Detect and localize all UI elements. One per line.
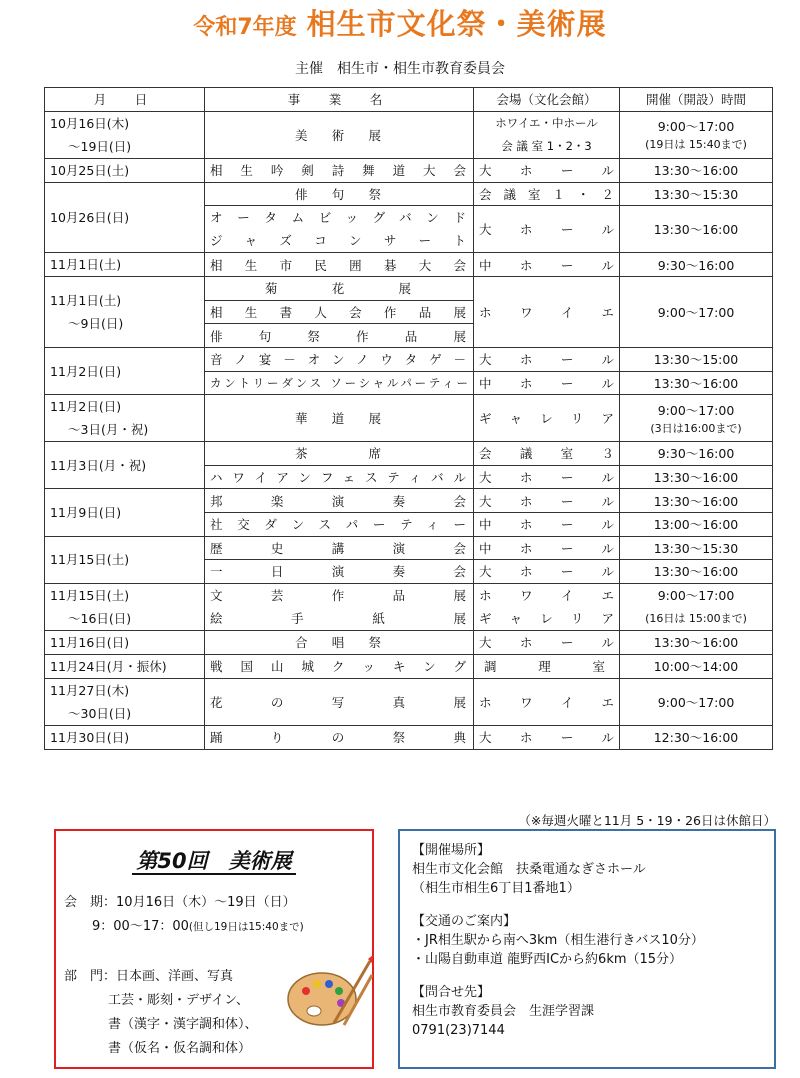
venue-cell: ギャレリア xyxy=(474,395,620,442)
date-cell: 11月30日(日) xyxy=(45,725,205,749)
art-exhibition-box xyxy=(54,829,374,1069)
date-cell: 11月27日(木) ～30日(日) xyxy=(45,678,205,725)
page-title xyxy=(0,2,800,43)
time-cell: 13:30～16:00 xyxy=(620,158,773,182)
venue-name: 相生市文化会館 扶桑電通なぎさホール xyxy=(412,862,646,877)
time-cell: 9:00～17:00 (19日は 15:40まで) xyxy=(620,111,773,158)
venue-cell: 大ホール xyxy=(474,725,620,749)
access-car: ・山陽自動車道 龍野西ICから約6km（15分） xyxy=(412,952,683,967)
info-box xyxy=(398,829,776,1069)
table-row xyxy=(45,442,773,466)
venue-cell: 大ホール xyxy=(474,465,620,489)
venue-cell: ホワイエ xyxy=(474,277,620,348)
date-cell: 10月16日(木) ～19日(日) xyxy=(45,111,205,158)
venue-cell: ホワイエ・中ホール 会 議 室 1・2・3 xyxy=(474,111,620,158)
date-cell: 11月2日(日) xyxy=(45,347,205,394)
time-cell: (16日は 15:00まで) xyxy=(620,607,773,631)
event-cell: 相生吟剣詩舞道大会 xyxy=(205,158,474,182)
date-cell: 11月16日(日) xyxy=(45,630,205,654)
contact-heading: 【問合せ先】 xyxy=(412,985,491,1000)
header-venue: 会場（文化会館） xyxy=(474,88,620,112)
time-cell: 13:30～16:00 xyxy=(620,560,773,584)
venue-cell: 大ホール xyxy=(474,489,620,513)
table-row xyxy=(45,654,773,678)
date-cell: 10月26日(日) xyxy=(45,182,205,253)
organizer: 主催 相生市・相生市教育委員会 xyxy=(295,61,505,77)
access-train: ・JR相生駅から南へ3km（相生港行きバス10分） xyxy=(412,933,704,948)
event-cell: 美術展 xyxy=(205,111,474,158)
table-row xyxy=(45,678,773,725)
time-cell: 9:00～17:00 xyxy=(620,583,773,607)
event-cell: 戦国山城クッキング xyxy=(205,654,474,678)
dept-row: 部 門：日本画、洋画、写真 xyxy=(64,969,234,984)
venue-cell: 大ホール xyxy=(474,347,620,371)
venue-cell: 大ホール xyxy=(474,630,620,654)
table-row xyxy=(45,347,773,371)
table-row xyxy=(45,277,773,301)
date-cell: 11月1日(土) ～9日(日) xyxy=(45,277,205,348)
art-box-title: 第50回 美術展 xyxy=(56,845,372,875)
table-header-row xyxy=(45,88,773,112)
event-cell: 音ノ宴－オンノウタゲ－ xyxy=(205,347,474,371)
venue-address: （相生市相生6丁目1番地1） xyxy=(412,881,580,896)
event-cell: 絵手紙展 xyxy=(205,607,474,631)
time-cell: 9:00～17:00 xyxy=(620,277,773,348)
table-row xyxy=(45,583,773,607)
contact-phone: 0791(23)7144 xyxy=(412,1023,505,1038)
venue-cell: 中ホール xyxy=(474,512,620,536)
event-cell: 社交ダンスパーティー xyxy=(205,512,474,536)
date-cell: 11月15日(土) ～16日(日) xyxy=(45,583,205,630)
date-cell: 10月25日(土) xyxy=(45,158,205,182)
event-cell: 文芸作品展 xyxy=(205,583,474,607)
time-cell: 9:30～16:00 xyxy=(620,442,773,466)
schedule-table xyxy=(44,87,773,750)
contact-office: 相生市教育委員会 生涯学習課 xyxy=(412,1004,595,1019)
event-cell: 相生市民囲碁大会 xyxy=(205,253,474,277)
venue-cell: 大ホール xyxy=(474,158,620,182)
time-cell: 13:30～15:30 xyxy=(620,536,773,560)
time-cell: 13:30～16:00 xyxy=(620,489,773,513)
venue-cell: ホワイエ xyxy=(474,678,620,725)
time-cell: 13:30～15:30 xyxy=(620,182,773,206)
venue-cell: 大ホール xyxy=(474,206,620,253)
event-cell: 踊りの祭典 xyxy=(205,725,474,749)
venue-cell: 会議室１・２ xyxy=(474,182,620,206)
table-row xyxy=(45,395,773,442)
venue-cell: 大ホール xyxy=(474,560,620,584)
event-cell: 相生書人会作品展 xyxy=(205,300,474,324)
event-cell: 俳句祭作品展 xyxy=(205,324,474,348)
header-date: 月 日 xyxy=(45,88,205,112)
venue-heading: 【開催場所】 xyxy=(412,843,491,858)
access-heading: 【交通のご案内】 xyxy=(412,914,517,929)
table-row xyxy=(45,253,773,277)
date-cell: 11月2日(日) ～3日(月・祝) xyxy=(45,395,205,442)
event-cell: 俳句祭 xyxy=(205,182,474,206)
event-cell: 邦楽演奏会 xyxy=(205,489,474,513)
venue-cell: 中ホール xyxy=(474,371,620,395)
event-cell: 歴史講演会 xyxy=(205,536,474,560)
event-cell: 一日演奏会 xyxy=(205,560,474,584)
venue-cell: 中ホール xyxy=(474,536,620,560)
dept-row-2: 工芸・彫刻・デザイン、 xyxy=(108,993,250,1008)
table-row xyxy=(45,182,773,206)
venue-cell: ホワイエ xyxy=(474,583,620,607)
date-cell: 11月15日(土) xyxy=(45,536,205,583)
venue-cell: 中ホール xyxy=(474,253,620,277)
table-row xyxy=(45,630,773,654)
closed-days-note: （※毎週火曜と11月 5・19・26日は休館日） xyxy=(518,813,776,828)
event-cell: 合唱祭 xyxy=(205,630,474,654)
paint-palette-icon xyxy=(284,953,374,1035)
header-event: 事 業 名 xyxy=(205,88,474,112)
date-cell: 11月1日(土) xyxy=(45,253,205,277)
table-row xyxy=(45,536,773,560)
venue-cell: 会議室３ xyxy=(474,442,620,466)
time-cell: 10:00～14:00 xyxy=(620,654,773,678)
time-cell: 13:30～16:00 xyxy=(620,630,773,654)
date-cell: 11月3日(月・祝) xyxy=(45,442,205,489)
dept-row-4: 書（仮名・仮名調和体） xyxy=(108,1041,252,1056)
table-row xyxy=(45,111,773,158)
event-cell: 茶席 xyxy=(205,442,474,466)
time-cell: 12:30～16:00 xyxy=(620,725,773,749)
dept-row-3: 書（漢字・漢字調和体）、 xyxy=(108,1017,258,1032)
venue-cell: ギャレリア xyxy=(474,607,620,631)
time-cell: 9:30～16:00 xyxy=(620,253,773,277)
title-era: 令和7年度 xyxy=(193,15,297,40)
event-cell: オータムビッグバンド ジャズコンサート xyxy=(205,206,474,253)
period-row: 会 期：10月16日（木）～19日（日） xyxy=(64,895,296,910)
event-cell: 華道展 xyxy=(205,395,474,442)
table-row xyxy=(45,489,773,513)
title-main: 相生市文化祭・美術展 xyxy=(306,7,607,41)
time-cell: 13:30～16:00 xyxy=(620,465,773,489)
table-row xyxy=(45,158,773,182)
time-cell: 9:00～17:00 (3日は16:00まで) xyxy=(620,395,773,442)
event-cell: ハワイアンフェスティバル xyxy=(205,465,474,489)
table-row xyxy=(45,725,773,749)
hours-row: 9：00～17：00(但し19日は15:40まで) xyxy=(92,919,304,934)
date-cell: 11月24日(月・振休) xyxy=(45,654,205,678)
event-cell: 菊花展 xyxy=(205,277,474,301)
event-cell: 花の写真展 xyxy=(205,678,474,725)
header-time: 開催（開設）時間 xyxy=(620,88,773,112)
time-cell: 13:30～16:00 xyxy=(620,371,773,395)
time-cell: 13:30～15:00 xyxy=(620,347,773,371)
time-cell: 9:00～17:00 xyxy=(620,678,773,725)
date-cell: 11月9日(日) xyxy=(45,489,205,536)
time-cell: 13:00～16:00 xyxy=(620,512,773,536)
time-cell: 13:30～16:00 xyxy=(620,206,773,253)
venue-cell: 調理室 xyxy=(474,654,620,678)
event-cell: カントリーダンス ソーシャルパーティー xyxy=(205,371,474,395)
